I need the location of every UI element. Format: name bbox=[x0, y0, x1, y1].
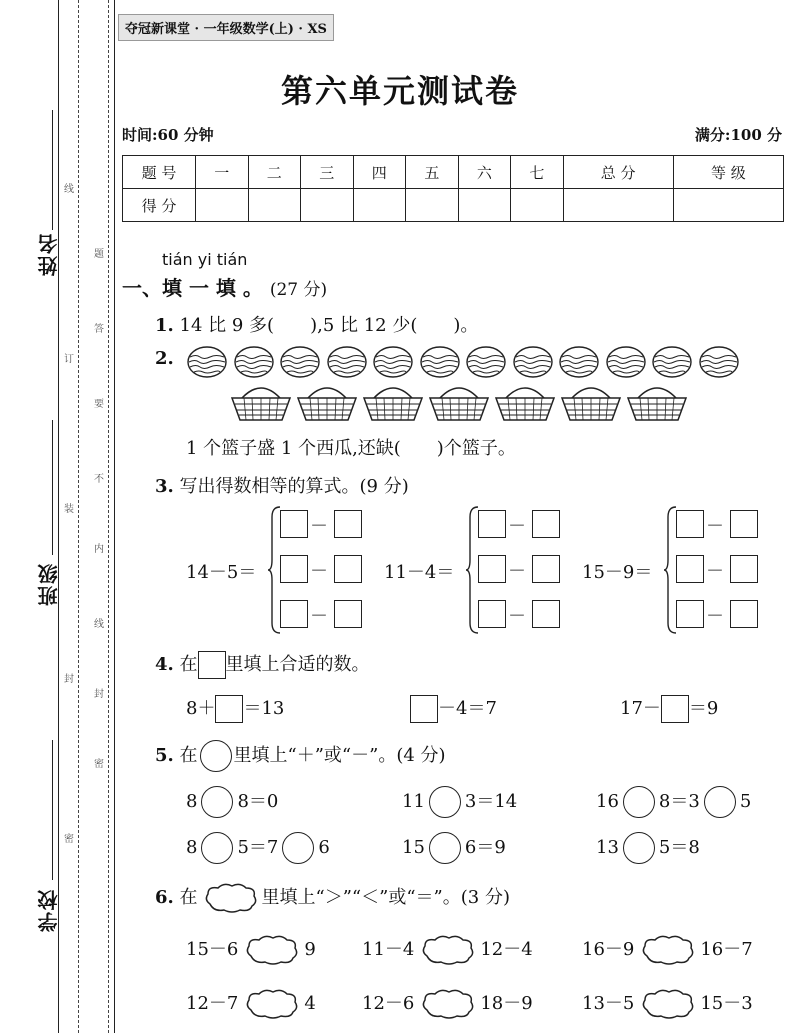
answer-circle[interactable] bbox=[623, 786, 655, 818]
eq-text: 8＝3 bbox=[658, 791, 700, 812]
watermelon-icon bbox=[233, 345, 275, 379]
class-write-line[interactable] bbox=[52, 420, 53, 555]
compare-equation bbox=[582, 988, 753, 1020]
seal-char: 装 bbox=[64, 504, 74, 515]
eq-text: 12－7 bbox=[186, 993, 239, 1014]
section-points: (27 分) bbox=[269, 280, 328, 300]
eq-text: 6＝9 bbox=[464, 837, 506, 858]
score-cell[interactable] bbox=[511, 189, 564, 222]
watermelon-icon bbox=[186, 345, 228, 379]
eq-text: 8＋ bbox=[186, 698, 216, 719]
minus-sign: － bbox=[310, 516, 328, 537]
score-cell[interactable] bbox=[563, 189, 673, 222]
score-header-cell: 三 bbox=[301, 156, 354, 189]
answer-box[interactable] bbox=[532, 555, 560, 583]
answer-box[interactable] bbox=[661, 695, 689, 723]
eq-text: 5＝7 bbox=[237, 837, 279, 858]
answer-circle[interactable] bbox=[429, 786, 461, 818]
question-number: 2. bbox=[155, 348, 174, 369]
eq-text: 16－7 bbox=[700, 939, 753, 960]
answer-box[interactable] bbox=[730, 510, 758, 538]
question-text: 写出得数相等的算式。(9 分) bbox=[179, 476, 409, 497]
section-pinyin: tián yi tián bbox=[162, 250, 248, 269]
question-5 bbox=[155, 740, 446, 772]
eq-text: 16 bbox=[596, 791, 619, 812]
question-4 bbox=[155, 650, 370, 679]
eq-text: 13 bbox=[596, 837, 619, 858]
question-number: 3. bbox=[155, 476, 174, 497]
answer-circle[interactable] bbox=[201, 832, 233, 864]
watermelon-icon bbox=[279, 345, 321, 379]
question-number: 4. bbox=[155, 654, 174, 675]
equation-5-1 bbox=[186, 786, 278, 818]
answer-box[interactable] bbox=[280, 555, 308, 583]
equation-4-2 bbox=[410, 694, 497, 723]
seal-char: 要 bbox=[94, 399, 104, 410]
basket-icon bbox=[296, 382, 358, 422]
score-cell[interactable] bbox=[673, 189, 783, 222]
seal-char: 线 bbox=[94, 619, 104, 630]
margin-rule bbox=[58, 0, 59, 1033]
answer-box[interactable] bbox=[334, 555, 362, 583]
question-post: 里填上“＞”“＜”或“＝”。(3 分) bbox=[261, 887, 510, 908]
question-pre: 在 bbox=[179, 654, 198, 675]
equation-5-4 bbox=[186, 832, 330, 864]
cloud-icon bbox=[202, 882, 258, 914]
answer-box[interactable] bbox=[334, 600, 362, 628]
compare-equation bbox=[186, 934, 316, 966]
seal-char: 订 bbox=[64, 354, 74, 365]
answer-circle[interactable] bbox=[704, 786, 736, 818]
basket-icon bbox=[362, 382, 424, 422]
eq-text: 11 bbox=[402, 791, 425, 812]
circle-icon bbox=[200, 740, 232, 772]
eq-text: 17－ bbox=[620, 698, 661, 719]
eq-text: 13－5 bbox=[582, 993, 635, 1014]
seal-char: 不 bbox=[94, 474, 104, 485]
score-header-cell: 二 bbox=[248, 156, 301, 189]
watermelon-icon bbox=[558, 345, 600, 379]
equation-4-3 bbox=[620, 694, 718, 723]
margin-dash-1 bbox=[78, 0, 79, 1033]
seal-char: 内 bbox=[94, 544, 104, 555]
eq-text: 16－9 bbox=[582, 939, 635, 960]
eq-text: 9 bbox=[304, 939, 316, 960]
score-cell[interactable] bbox=[196, 189, 249, 222]
basket-icon bbox=[428, 382, 490, 422]
minus-sign: － bbox=[706, 606, 724, 627]
answer-cloud[interactable] bbox=[418, 988, 476, 1020]
answer-box[interactable] bbox=[410, 695, 438, 723]
seal-char: 线 bbox=[64, 184, 74, 195]
answer-box[interactable] bbox=[676, 555, 704, 583]
eq-text: 18－9 bbox=[480, 993, 533, 1014]
basket-icon bbox=[230, 382, 292, 422]
minus-sign: － bbox=[508, 516, 526, 537]
score-header-cell: 七 bbox=[511, 156, 564, 189]
answer-box[interactable] bbox=[532, 510, 560, 538]
watermelon-icon bbox=[419, 345, 461, 379]
watermelon-icon bbox=[698, 345, 740, 379]
eq-text: ＝9 bbox=[688, 698, 719, 719]
question-number: 1. bbox=[155, 315, 174, 336]
answer-circle[interactable] bbox=[201, 786, 233, 818]
eq-text: 15－6 bbox=[186, 939, 239, 960]
answer-box[interactable] bbox=[215, 695, 243, 723]
answer-cloud[interactable] bbox=[242, 988, 300, 1020]
eq-text: 5＝8 bbox=[658, 837, 700, 858]
score-cell[interactable] bbox=[406, 189, 459, 222]
score-table bbox=[122, 155, 784, 222]
score-table-score-row bbox=[123, 189, 784, 222]
answer-box[interactable] bbox=[532, 600, 560, 628]
question-post: 里填上合适的数。 bbox=[225, 654, 370, 675]
equation-group-label: 15－9＝ bbox=[582, 562, 653, 583]
margin-rule-2 bbox=[114, 0, 115, 1033]
score-cell[interactable] bbox=[248, 189, 301, 222]
answer-box[interactable] bbox=[730, 600, 758, 628]
minus-sign: － bbox=[508, 561, 526, 582]
answer-box[interactable] bbox=[676, 510, 704, 538]
equation-4-1 bbox=[186, 694, 284, 723]
eq-text: 6 bbox=[318, 837, 330, 858]
seal-char: 题 bbox=[94, 249, 104, 260]
score-header-cell: 四 bbox=[353, 156, 406, 189]
minus-sign: － bbox=[508, 606, 526, 627]
watermelon-icon bbox=[512, 345, 554, 379]
basket-icon bbox=[494, 382, 556, 422]
score-cell[interactable] bbox=[353, 189, 406, 222]
watermelon-icon bbox=[605, 345, 647, 379]
answer-box[interactable] bbox=[478, 600, 506, 628]
question-text: 14 比 9 多( ),5 比 12 少( )。 bbox=[179, 315, 479, 336]
question-number: 5. bbox=[155, 745, 174, 766]
equation-5-3 bbox=[596, 786, 751, 818]
equation-group-label: 11－4＝ bbox=[384, 562, 455, 583]
eq-text: 11－4 bbox=[362, 939, 415, 960]
question-2-number bbox=[155, 348, 174, 369]
answer-box[interactable] bbox=[730, 555, 758, 583]
eq-text: 12－4 bbox=[480, 939, 533, 960]
compare-equation bbox=[362, 988, 533, 1020]
series-header: 夺冠新课堂 · 一年级数学(上) · XS bbox=[118, 14, 334, 41]
question-post: 里填上“＋”或“－”。(4 分) bbox=[233, 745, 446, 766]
section-title-text: 一、填 一 填 。 bbox=[122, 276, 263, 300]
watermelon-icon bbox=[465, 345, 507, 379]
equation-5-2 bbox=[402, 786, 517, 818]
eq-text: 5 bbox=[739, 791, 752, 812]
eq-text: 8 bbox=[186, 791, 198, 812]
minus-sign: － bbox=[706, 561, 724, 582]
answer-box[interactable] bbox=[478, 510, 506, 538]
equation-5-6 bbox=[596, 832, 700, 864]
watermelon-icon bbox=[326, 345, 368, 379]
answer-box[interactable] bbox=[280, 510, 308, 538]
equation-group-label: 14－5＝ bbox=[186, 562, 257, 583]
score-header-cell: 五 bbox=[406, 156, 459, 189]
question-3 bbox=[155, 472, 409, 498]
seal-char: 封 bbox=[94, 689, 104, 700]
eq-text: 15 bbox=[402, 837, 425, 858]
answer-cloud[interactable] bbox=[638, 988, 696, 1020]
seal-char: 封 bbox=[64, 674, 74, 685]
seal-char: 密 bbox=[64, 834, 74, 845]
school-write-line[interactable] bbox=[52, 740, 53, 880]
eq-text: ＝13 bbox=[243, 698, 285, 719]
score-header-cell: 一 bbox=[196, 156, 249, 189]
eq-text: 15－3 bbox=[700, 993, 753, 1014]
seal-char: 答 bbox=[94, 324, 104, 335]
score-row-label: 得 分 bbox=[123, 189, 196, 222]
answer-box[interactable] bbox=[280, 600, 308, 628]
answer-box[interactable] bbox=[676, 600, 704, 628]
answer-box[interactable] bbox=[478, 555, 506, 583]
score-header-cell: 等 级 bbox=[673, 156, 783, 189]
section-title bbox=[122, 272, 327, 301]
minus-sign: － bbox=[706, 516, 724, 537]
minus-sign: － bbox=[310, 606, 328, 627]
name-label: 姓名 bbox=[37, 232, 61, 276]
name-write-line[interactable] bbox=[52, 110, 53, 230]
watermelon-icon bbox=[651, 345, 693, 379]
seal-char: 密 bbox=[94, 759, 104, 770]
watermelon-icon bbox=[372, 345, 414, 379]
answer-circle[interactable] bbox=[429, 832, 461, 864]
equation-5-5 bbox=[402, 832, 506, 864]
compare-equation bbox=[362, 934, 533, 966]
eq-text: 12－6 bbox=[362, 993, 415, 1014]
basket-icon bbox=[560, 382, 622, 422]
eq-text: 3＝14 bbox=[464, 791, 518, 812]
answer-box-icon bbox=[198, 651, 226, 679]
answer-circle[interactable] bbox=[623, 832, 655, 864]
score-cell[interactable] bbox=[301, 189, 354, 222]
eq-text: 4 bbox=[304, 993, 316, 1014]
score-cell[interactable] bbox=[458, 189, 511, 222]
eq-text: －4＝7 bbox=[438, 698, 497, 719]
question-number: 6. bbox=[155, 887, 174, 908]
basket-icon bbox=[626, 382, 688, 422]
page-title: 第六单元测试卷 bbox=[280, 72, 519, 110]
score-header-cell: 总 分 bbox=[563, 156, 673, 189]
margin-dash-2 bbox=[108, 0, 109, 1033]
compare-equation bbox=[186, 988, 316, 1020]
question-pre: 在 bbox=[179, 887, 198, 908]
compare-equation bbox=[582, 934, 753, 966]
answer-circle[interactable] bbox=[282, 832, 314, 864]
eq-text: 8 bbox=[186, 837, 198, 858]
full-score: 满分:100 分 bbox=[694, 126, 782, 144]
score-table-header-row bbox=[123, 156, 784, 189]
eq-text: 8＝0 bbox=[237, 791, 279, 812]
question-6 bbox=[155, 882, 510, 914]
question-2-text: 1 个篮子盛 1 个西瓜,还缺( )个篮子。 bbox=[186, 438, 516, 459]
school-label: 学校 bbox=[37, 888, 61, 932]
answer-cloud[interactable] bbox=[418, 934, 476, 966]
question-1 bbox=[155, 311, 478, 337]
answer-box[interactable] bbox=[334, 510, 362, 538]
answer-cloud[interactable] bbox=[242, 934, 300, 966]
question-pre: 在 bbox=[179, 745, 198, 766]
score-header-cell: 六 bbox=[458, 156, 511, 189]
minus-sign: － bbox=[310, 561, 328, 582]
answer-cloud[interactable] bbox=[638, 934, 696, 966]
class-label: 班级 bbox=[37, 562, 61, 606]
time-limit: 时间:60 分钟 bbox=[122, 126, 214, 144]
score-header-cell: 题 号 bbox=[123, 156, 196, 189]
